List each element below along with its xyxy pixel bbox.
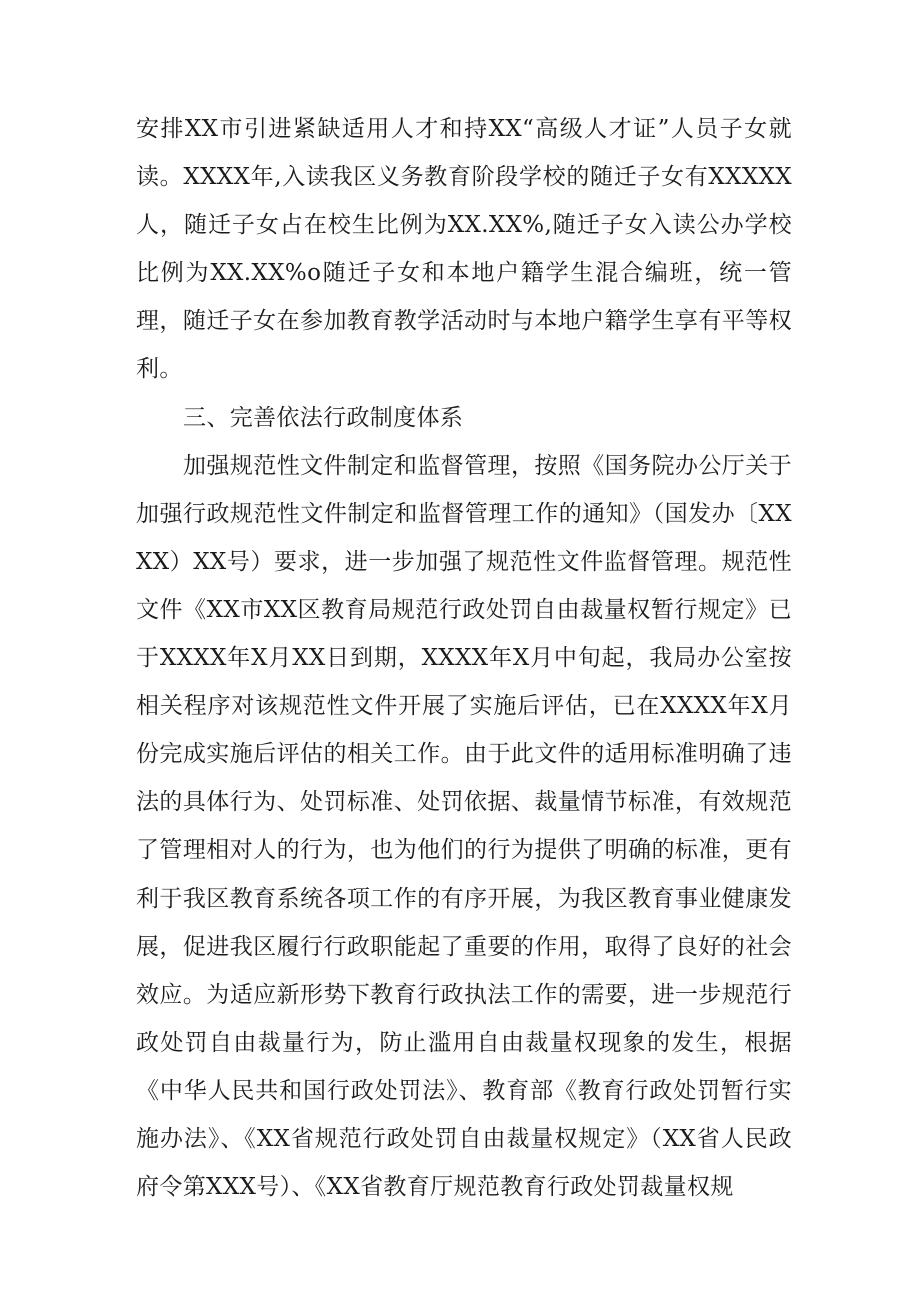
section-heading: 三、完善依法行政制度体系 [183, 404, 464, 431]
document-page [136, 105, 792, 1211]
body-paragraph: 加强规范性文件制定和监督管理，按照《国务院办公厅关于加强行政规范性文件制定和监督管理工作的通知》（国发办〔XXXX）XX号）要求，进一步加强了规范性文件监督管理。规范性文件《XX市XX区教育局规范行政处罚自由裁量权暂行规定》已于XXXX年X月XX日到期，XXXX年X月中旬起，我局办公室按相关程序对该规范性文件开展了实施后评估，已在XXXX年X月份完成实施后评估的相关工作。由于此文件的适用标准明确了违法的具体行为、处罚标准、处罚依据、裁量情节标准，有效规范了管理相对人的行为，也为他们的行为提供了明确的标准，更有利于我区教育系统各项工作的有序开展，为我区教育事业健康发展，促进我区履行行政职能起了重要的作用，取得了良好的社会效应。为适应新形势下教育行政执法工作的需要，进一步规范行政处罚自由裁量行为，防止滥用自由裁量权现象的发生，根据《中华人民共和国行政处罚法》、教育部《教育行政处罚暂行实施办法》、《XX省规范行政处罚自由裁量权规定》（XX省人民政府令第XXX号）、《XX省教育厅规范教育行政处罚裁量权规 [136, 452, 792, 1201]
body-paragraph-continuation: 安排XX市引进紧缺适用人才和持XX“高级人才证”人员子女就读。XXXX年,入读我区义务教育阶段学校的随迁子女有XXXXX人，随迁子女占在校生比例为XX.XX%,随迁子女入读公办学校比例为XX.XX%o随迁子女和本地户籍学生混合编班，统一管理，随迁子女在参加教育教学活动时与本地户籍学生享有平等权利。 [136, 116, 792, 383]
